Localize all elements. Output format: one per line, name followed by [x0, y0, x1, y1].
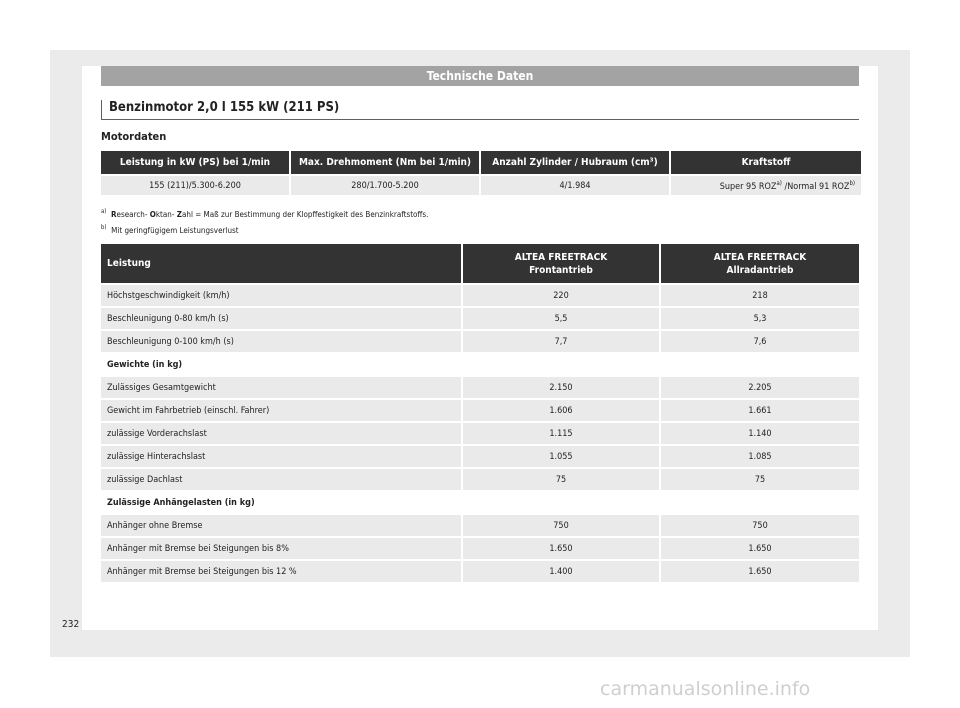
- header-torque: Max. Drehmoment (Nm bei 1/min): [291, 151, 479, 174]
- row-label: Gewicht im Fahrbetrieb (einschl. Fahrer): [101, 400, 461, 421]
- value-front: 1.115: [463, 423, 659, 444]
- row-label: Anhänger mit Bremse bei Steigungen bis 8%: [101, 538, 461, 559]
- value-awd: 2.205: [661, 377, 859, 398]
- row-label: Anhänger mit Bremse bei Steigungen bis 12 %: [101, 561, 461, 582]
- value-awd: 1.650: [661, 561, 859, 582]
- performance-table: [99, 242, 861, 584]
- header-allradantrieb: [661, 244, 859, 283]
- cell-fuel: [671, 176, 861, 195]
- row-label: Beschleunigung 0-80 km/h (s): [101, 308, 461, 329]
- footnote-text: Mit geringfügigem Leistungsverlust: [111, 226, 239, 235]
- engine-data-table: [99, 149, 863, 197]
- value-front: 750: [463, 515, 659, 536]
- value-awd: 1.650: [661, 538, 859, 559]
- engine-table-row: [101, 176, 861, 195]
- subheading-motordaten: Motordaten: [101, 130, 167, 143]
- value-front: 1.606: [463, 400, 659, 421]
- footnote-a: [101, 206, 428, 220]
- table-row: [101, 331, 859, 352]
- header-model: ALTEA FREETRACK: [514, 251, 608, 263]
- header-leistung: Leistung: [101, 244, 461, 283]
- header-drive: Allradantrieb: [726, 264, 794, 276]
- value-front: 7,7: [463, 331, 659, 352]
- value-awd: 218: [661, 285, 859, 306]
- fuel-part2: /Normal 91 ROZ: [781, 181, 850, 192]
- section-row-weights: [101, 354, 859, 375]
- footnote-initial: O: [149, 210, 156, 219]
- value-front: 1.400: [463, 561, 659, 582]
- header-cylinders: Anzahl Zylinder / Hubraum (cm³): [481, 151, 669, 174]
- header-frontantrieb: [463, 244, 659, 283]
- performance-header-row: [101, 244, 859, 283]
- header-drive: Frontantrieb: [529, 264, 593, 276]
- table-row: [101, 400, 859, 421]
- value-awd: 7,6: [661, 331, 859, 352]
- section-row-trailer: [101, 492, 859, 513]
- value-front: 5,5: [463, 308, 659, 329]
- cell-power: 155 (211)/5.300-6.200: [101, 176, 289, 195]
- section-label: Zulässige Anhängelasten (in kg): [101, 492, 859, 513]
- row-label: Anhänger ohne Bremse: [101, 515, 461, 536]
- table-row: [101, 308, 859, 329]
- fuel-footnote-b: b): [849, 179, 855, 187]
- footnote-marker: b): [101, 224, 107, 231]
- engine-table-header-row: [101, 151, 861, 174]
- fuel-footnote-a: a): [776, 179, 782, 187]
- row-label: Zulässiges Gesamtgewicht: [101, 377, 461, 398]
- page-title: Benzinmotor 2,0 l 155 kW (211 PS): [109, 100, 340, 115]
- section-label: Gewichte (in kg): [101, 354, 859, 375]
- table-row: [101, 423, 859, 444]
- table-row: [101, 515, 859, 536]
- header-model: ALTEA FREETRACK: [713, 251, 807, 263]
- header-power: Leistung in kW (PS) bei 1/min: [101, 151, 289, 174]
- value-awd: 75: [661, 469, 859, 490]
- footnote-initial: Z: [176, 210, 182, 219]
- row-label: zulässige Dachlast: [101, 469, 461, 490]
- row-label: Höchstgeschwindigkeit (km/h): [101, 285, 461, 306]
- watermark-text: carmanualsonline.info: [600, 678, 811, 700]
- table-row: [101, 446, 859, 467]
- row-label: Beschleunigung 0-100 km/h (s): [101, 331, 461, 352]
- header-fuel: Kraftstoff: [671, 151, 861, 174]
- table-row: [101, 285, 859, 306]
- fuel-part1: Super 95 ROZ: [719, 181, 777, 192]
- footnote-text: esearch-: [116, 210, 148, 219]
- value-awd: 5,3: [661, 308, 859, 329]
- footnote-initial: R: [111, 210, 117, 219]
- value-front: 220: [463, 285, 659, 306]
- row-label: zulässige Hinterachslast: [101, 446, 461, 467]
- footnote-text: ahl = Maß zur Bestimmung der Klopffestigkeit des Benzinkraftstoffs.: [181, 210, 429, 219]
- value-awd: 1.085: [661, 446, 859, 467]
- cell-cylinders: 4/1.984: [481, 176, 669, 195]
- footnote-b: [101, 222, 239, 236]
- table-row: [101, 561, 859, 582]
- value-awd: 1.661: [661, 400, 859, 421]
- table-row: [101, 538, 859, 559]
- section-header: Technische Daten: [101, 66, 859, 86]
- footnote-marker: a): [101, 208, 107, 215]
- row-label: zulässige Vorderachslast: [101, 423, 461, 444]
- table-row: [101, 377, 859, 398]
- value-awd: 750: [661, 515, 859, 536]
- value-front: 2.150: [463, 377, 659, 398]
- value-front: 1.650: [463, 538, 659, 559]
- page-number: 232: [62, 619, 80, 630]
- table-row: [101, 469, 859, 490]
- value-awd: 1.140: [661, 423, 859, 444]
- value-front: 75: [463, 469, 659, 490]
- title-block: [101, 100, 859, 120]
- footnote-text: ktan-: [155, 210, 175, 219]
- value-front: 1.055: [463, 446, 659, 467]
- cell-torque: 280/1.700-5.200: [291, 176, 479, 195]
